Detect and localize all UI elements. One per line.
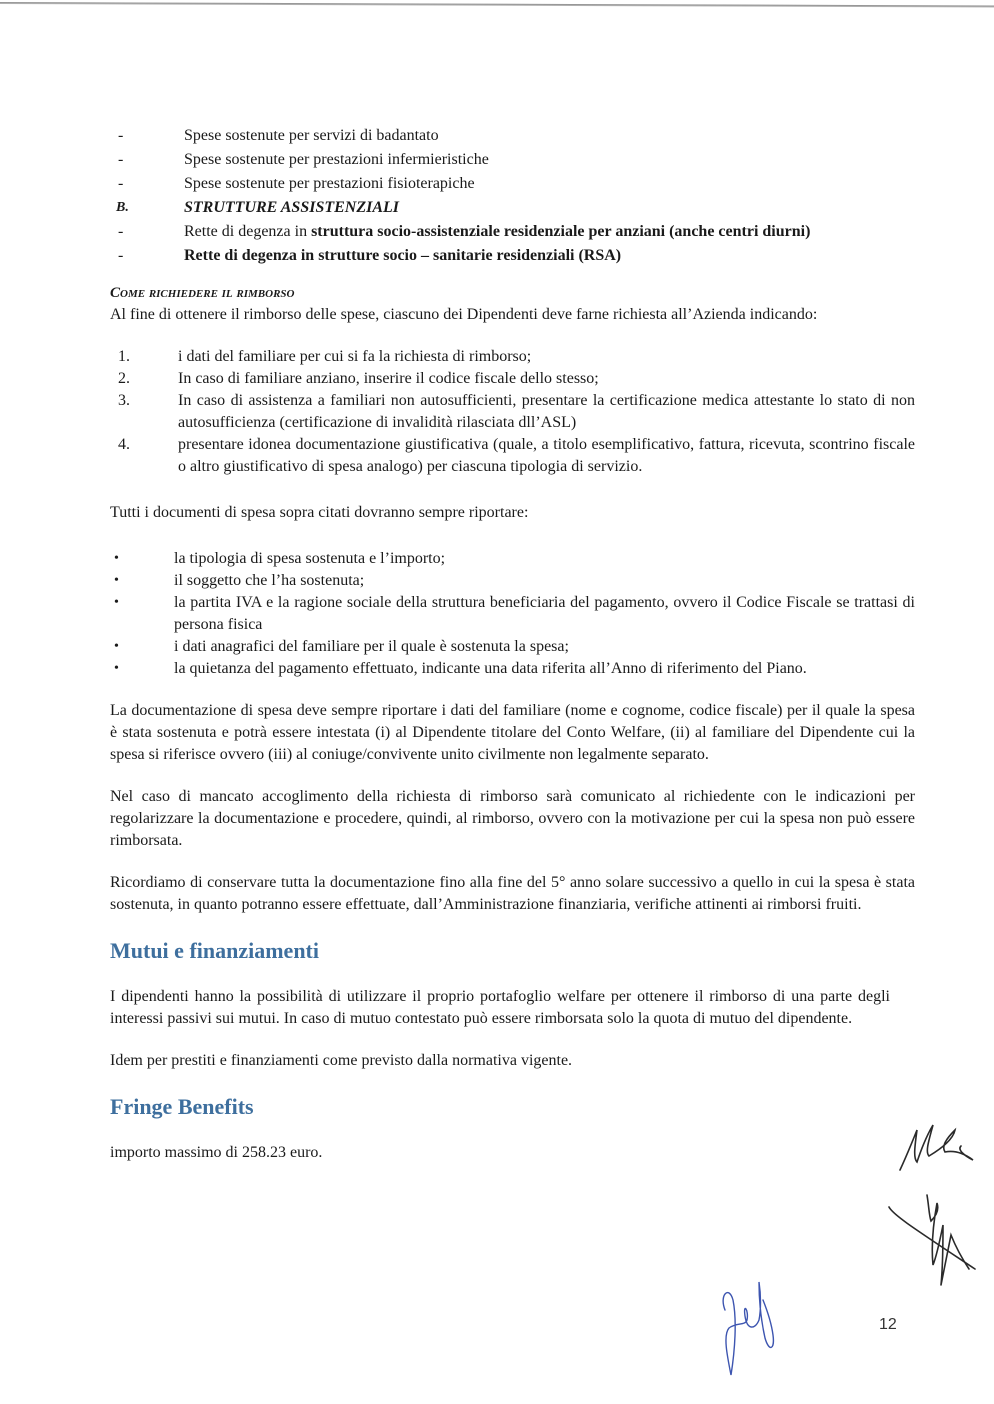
signature-blue: [715, 1280, 795, 1380]
list-item-prefix: Rette di degenza in: [184, 223, 312, 240]
step-number: 4.: [118, 436, 130, 453]
step-number: 2.: [118, 370, 130, 387]
bullet-item: [110, 570, 915, 592]
dash-marker: -: [118, 127, 124, 144]
list-item-bold-text: struttura socio-assistenziale residenziale per anziani (anche centri diurni): [311, 223, 811, 240]
come-richiedere-heading: Come richiedere il rimborso: [110, 285, 295, 301]
list-item: [110, 148, 915, 172]
dash-marker: -: [118, 175, 124, 192]
top-rule: [0, 2, 994, 7]
step-item: [110, 346, 915, 368]
bullet-marker: •: [114, 573, 119, 588]
step-text: In caso di assistenza a familiari non autosufficienti, presentare la certificazione medica attestante lo stato di non autosufficienza (certificazione di invalidità rilasciata dll’ASL): [178, 392, 915, 431]
step-item: [110, 434, 915, 478]
come-richiedere-intro: Al fine di ottenere il rimborso delle spese, ciascuno dei Dipendenti deve farne richiesta all’Azienda indicando:: [110, 306, 818, 323]
bullet-item: [110, 548, 915, 570]
section-b-heading: [110, 196, 915, 220]
list-item: [110, 220, 915, 244]
list-item-text: Spese sostenute per prestazioni fisioterapiche: [184, 175, 475, 192]
step-item: [110, 390, 915, 434]
step-text: presentare idonea documentazione giustificativa (quale, a titolo esemplificativo, fattura, ricevuta, scontrino fiscale o altro giustificativo di spesa analogo) per ciascuna tipologia di servizio.: [178, 436, 915, 475]
bullet-text: la partita IVA e la ragione sociale della struttura beneficiaria del pagamento, ovvero il Codice Fiscale se trattasi di persona fisica: [174, 594, 915, 633]
bullet-marker: •: [114, 595, 119, 610]
bullet-item: [110, 636, 915, 658]
paragraph-mutui: I dipendenti hanno la possibilità di utilizzare il proprio portafoglio welfare per ottenere il rimborso di una parte degli interessi passivi sui mutui. In caso di mutuo contestato può essere rimborsata solo la quota di mutuo del dipendente.: [110, 988, 890, 1027]
bullet-text: la tipologia di spesa sostenuta e l’importo;: [174, 550, 446, 567]
step-number: 1.: [118, 348, 130, 365]
page-number: 12: [879, 1316, 897, 1333]
paragraph-conservazione: Ricordiamo di conservare tutta la documentazione fino alla fine del 5° anno solare successivo a quello in cui la spesa è stata sostenuta, in quanto potranno essere effettuate, dall’Amministrazione finanziaria, verifiche attinenti ai rimborsi fruiti.: [110, 874, 915, 913]
dash-list-services: [110, 124, 915, 196]
documents-intro: Tutti i documenti di spesa sopra citati dovranno sempre riportare:: [110, 504, 529, 521]
bullet-marker: •: [114, 639, 119, 654]
list-item: [110, 244, 915, 268]
list-item-text: [184, 220, 915, 244]
signature-initials-top: [895, 1120, 990, 1175]
step-text: In caso di familiare anziano, inserire il codice fiscale dello stesso;: [178, 370, 599, 387]
fringe-heading: Fringe Benefits: [110, 1094, 254, 1119]
bullet-marker: •: [114, 551, 119, 566]
step-number: 3.: [118, 392, 130, 409]
list-item-bold-text: Rette di degenza in strutture socio – sanitarie residenziali (RSA): [184, 247, 622, 264]
paragraph-prestiti: Idem per prestiti e finanziamenti come previsto dalla normativa vigente.: [110, 1052, 573, 1069]
step-item: [110, 368, 915, 390]
dash-marker: -: [118, 151, 124, 168]
bullet-marker: •: [114, 661, 119, 676]
section-letter: B.: [116, 200, 129, 215]
list-item-text: Spese sostenute per prestazioni infermieristiche: [184, 151, 489, 168]
document-requirements-list: [110, 548, 915, 680]
dash-marker: -: [118, 223, 124, 240]
step-text: i dati del familiare per cui si fa la richiesta di rimborso;: [178, 348, 532, 365]
list-item: [110, 172, 915, 196]
bullet-text: la quietanza del pagamento effettuato, indicante una data riferita all’Anno di riferimento del Piano.: [174, 660, 807, 677]
dash-marker: -: [118, 247, 124, 264]
paragraph-documentazione: La documentazione di spesa deve sempre riportare i dati del familiare (nome e cognome, codice fiscale) per il quale la spesa è stata sostenuta e potrà essere intestata (i) al Dipendente titolare del Conto Welfare, (ii) al familiare del Dipendente cui la spesa si riferisce ovvero (iii) al coniuge/convivente unito civilmente non legalmente separato.: [110, 702, 915, 763]
bullet-item: [110, 658, 915, 680]
bullet-text: i dati anagrafici del familiare per il quale è sostenuta la spesa;: [174, 638, 569, 655]
numbered-steps: [110, 346, 915, 478]
mutui-heading: Mutui e finanziamenti: [110, 938, 319, 963]
bullet-text: il soggetto che l’ha sostenuta;: [174, 572, 365, 589]
list-item: [110, 124, 915, 148]
section-strutture-assistenziali: [110, 196, 915, 268]
document-page: [110, 124, 915, 1164]
bullet-item: [110, 592, 915, 636]
list-item-text: Spese sostenute per servizi di badantato: [184, 127, 439, 144]
section-title: STRUTTURE ASSISTENZIALI: [184, 199, 400, 216]
paragraph-mancato-accoglimento: Nel caso di mancato accoglimento della richiesta di rimborso sarà comunicato al richiedente con le indicazioni per regolarizzare la documentazione e procedere, quindi, al rimborso, ovvero con la motivazione per cui la spesa non può essere rimborsata.: [110, 788, 915, 849]
paragraph-fringe: importo massimo di 258.23 euro.: [110, 1144, 323, 1161]
signature-initials-bottom: [885, 1185, 985, 1290]
